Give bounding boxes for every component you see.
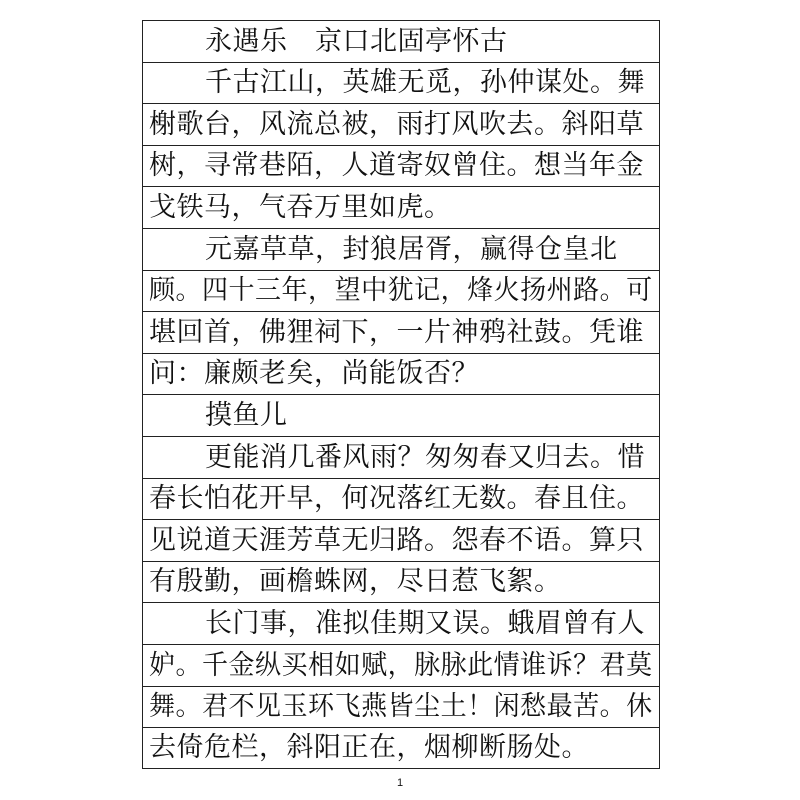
ruled-line [143,686,659,728]
line-text: 摸鱼儿 [205,399,288,431]
ruled-line [143,519,659,561]
ruled-line [143,62,659,104]
line-text: 元嘉草草，封狼居胥，赢得仓皇北 [205,233,618,265]
line-text: 春长怕花开早，何况落红无数。春且住。 [149,483,644,515]
line-text: 问：廉颇老矣，尚能饭否？ [149,358,479,390]
line-text: 永遇乐 京口北固亭怀古 [205,25,508,57]
ruled-line [143,186,659,228]
ruled-line [143,727,659,769]
page-number: 1 [396,777,404,789]
title-line-moyuer [143,394,659,436]
ruled-line [143,145,659,187]
ruled-line [143,311,659,353]
line-text: 舞。君不见玉环飞燕皆尘土！闲愁最苦。休 [149,691,653,723]
title-line-yongyule [143,20,659,62]
ruled-line [143,103,659,145]
ruled-line [143,353,659,395]
line-text: 千古江山，英雄无觅，孙仲谋处。舞 [205,67,645,99]
ruled-line [143,602,659,644]
line-text: 树，寻常巷陌，人道寄奴曾住。想当年金 [149,150,644,182]
ruled-line [143,478,659,520]
line-text: 堪回首，佛狸祠下，一片神鸦社鼓。凭谁 [149,316,644,348]
ruled-line [143,436,659,478]
ruled-writing-sheet [142,20,660,769]
line-text: 长门事，准拟佳期又误。蛾眉曾有人 [205,607,645,639]
line-text: 去倚危栏，斜阳正在，烟柳断肠处。 [149,731,589,763]
line-text: 榭歌台，风流总被，雨打风吹去。斜阳草 [149,108,644,140]
ruled-line [143,561,659,603]
ruled-line [143,228,659,270]
line-text: 更能消几番风雨？匆匆春又归去。惜 [205,441,645,473]
line-text: 有殷勤，画檐蛛网，尽日惹飞絮。 [149,566,562,598]
line-text: 妒。千金纵买相如赋，脉脉此情谁诉？君莫 [149,649,653,681]
ruled-line [143,644,659,686]
line-text: 戈铁马，气吞万里如虎。 [149,191,452,223]
ruled-line [143,270,659,312]
line-text: 见说道天涯芳草无归路。怨春不语。算只 [149,524,644,556]
line-text: 顾。四十三年，望中犹记，烽火扬州路。可 [149,275,653,307]
